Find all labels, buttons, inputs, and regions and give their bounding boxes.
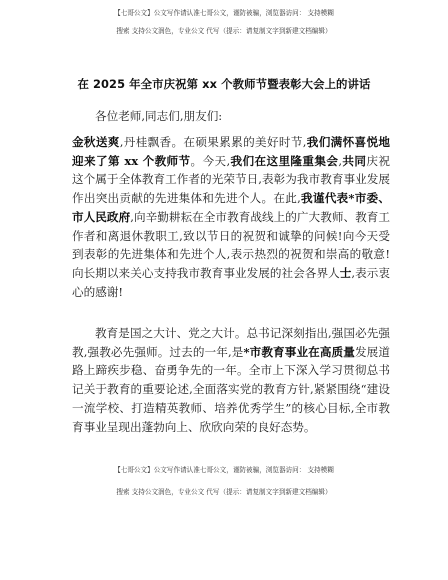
watermark-notice-top-line1: 【七哥公文】公文写作请认准七哥公文，谨防被骗，浏览器访问： 支持模糊 bbox=[114, 9, 334, 17]
p1-text-8: 庆祝这个属于全体教育工作者的光荣节日,表彰为我市教育事业发展作出突出贡献的先进集体和先进个人。在此, bbox=[72, 153, 390, 206]
p1-bold-7: 共同 bbox=[342, 153, 367, 168]
p1-bold-3: 我们满怀喜悦地迎来了第 xx 个教师节 bbox=[72, 135, 390, 168]
p1-text-12: ,表示衷心的感谢! bbox=[72, 265, 390, 299]
watermark-notice-bottom-line2: 搜索 支持公文润色，专业公文 代写（提示：请复制文字到新建文档编辑） bbox=[116, 488, 332, 496]
p2-text-3: 发展道路上蹄疾步稳、奋勇争先的一年。全市上下深入学习贯彻总书记关于教育的重要论述,全面落实党的教育方针,紧紧围绕“建设一流学校、打造精英教师、培养优秀学生”的核心目标,全市教育事业呈现出蓬勃向上、欣欣向荣的良好态势。 bbox=[72, 344, 390, 434]
p1-bold-9: 我谨代表*市委、市人民政府 bbox=[72, 191, 390, 224]
watermark-notice-top-line2: 搜索 支持公文润色，专业公文 代写（提示：请复制文字到新建文档编辑） bbox=[116, 27, 332, 35]
p1-text-6: , bbox=[338, 153, 343, 168]
p1-text-4: 。今天, bbox=[190, 153, 231, 168]
p1-bold-11: 士 bbox=[339, 265, 352, 280]
p1-bold-5: 我们在这里隆重集会 bbox=[230, 153, 339, 168]
p1-text-2: ,丹桂飘香。在硕果累累的美好时节, bbox=[119, 135, 307, 149]
p1-bold-1: 金秋送爽 bbox=[72, 135, 120, 149]
greeting-line: 各位老师,同志们,朋友们: bbox=[95, 109, 223, 123]
watermark-notice-bottom-line1: 【七哥公文】公文写作请认准七哥公文，谨防被骗，浏览器访问： 支持模糊 bbox=[114, 466, 334, 474]
paragraph-1 bbox=[72, 133, 390, 301]
p2-bold-2: *市教育事业在高质量 bbox=[243, 344, 355, 359]
document-title: 在 2025 年全市庆祝第 xx 个教师节暨表彰大会上的讲话 bbox=[77, 77, 371, 91]
paragraph-2 bbox=[72, 324, 390, 436]
p1-text-10: ,向辛勤耕耘在全市教育战线上的广大教师、教育工作者和离退休教职工,致以节日的祝贺和诚挚的问候!向今天受到表彰的先进集体和先进个人,表示热烈的祝贺和崇高的敬意!向长期以来关心支持我市教育事业发展的社会各界人 bbox=[72, 209, 390, 280]
p2-text-1: 教育是国之大计、党之大计。总书记深刻指出,强国必先强教,强教必先强师。过去的一年,是 bbox=[72, 326, 390, 359]
